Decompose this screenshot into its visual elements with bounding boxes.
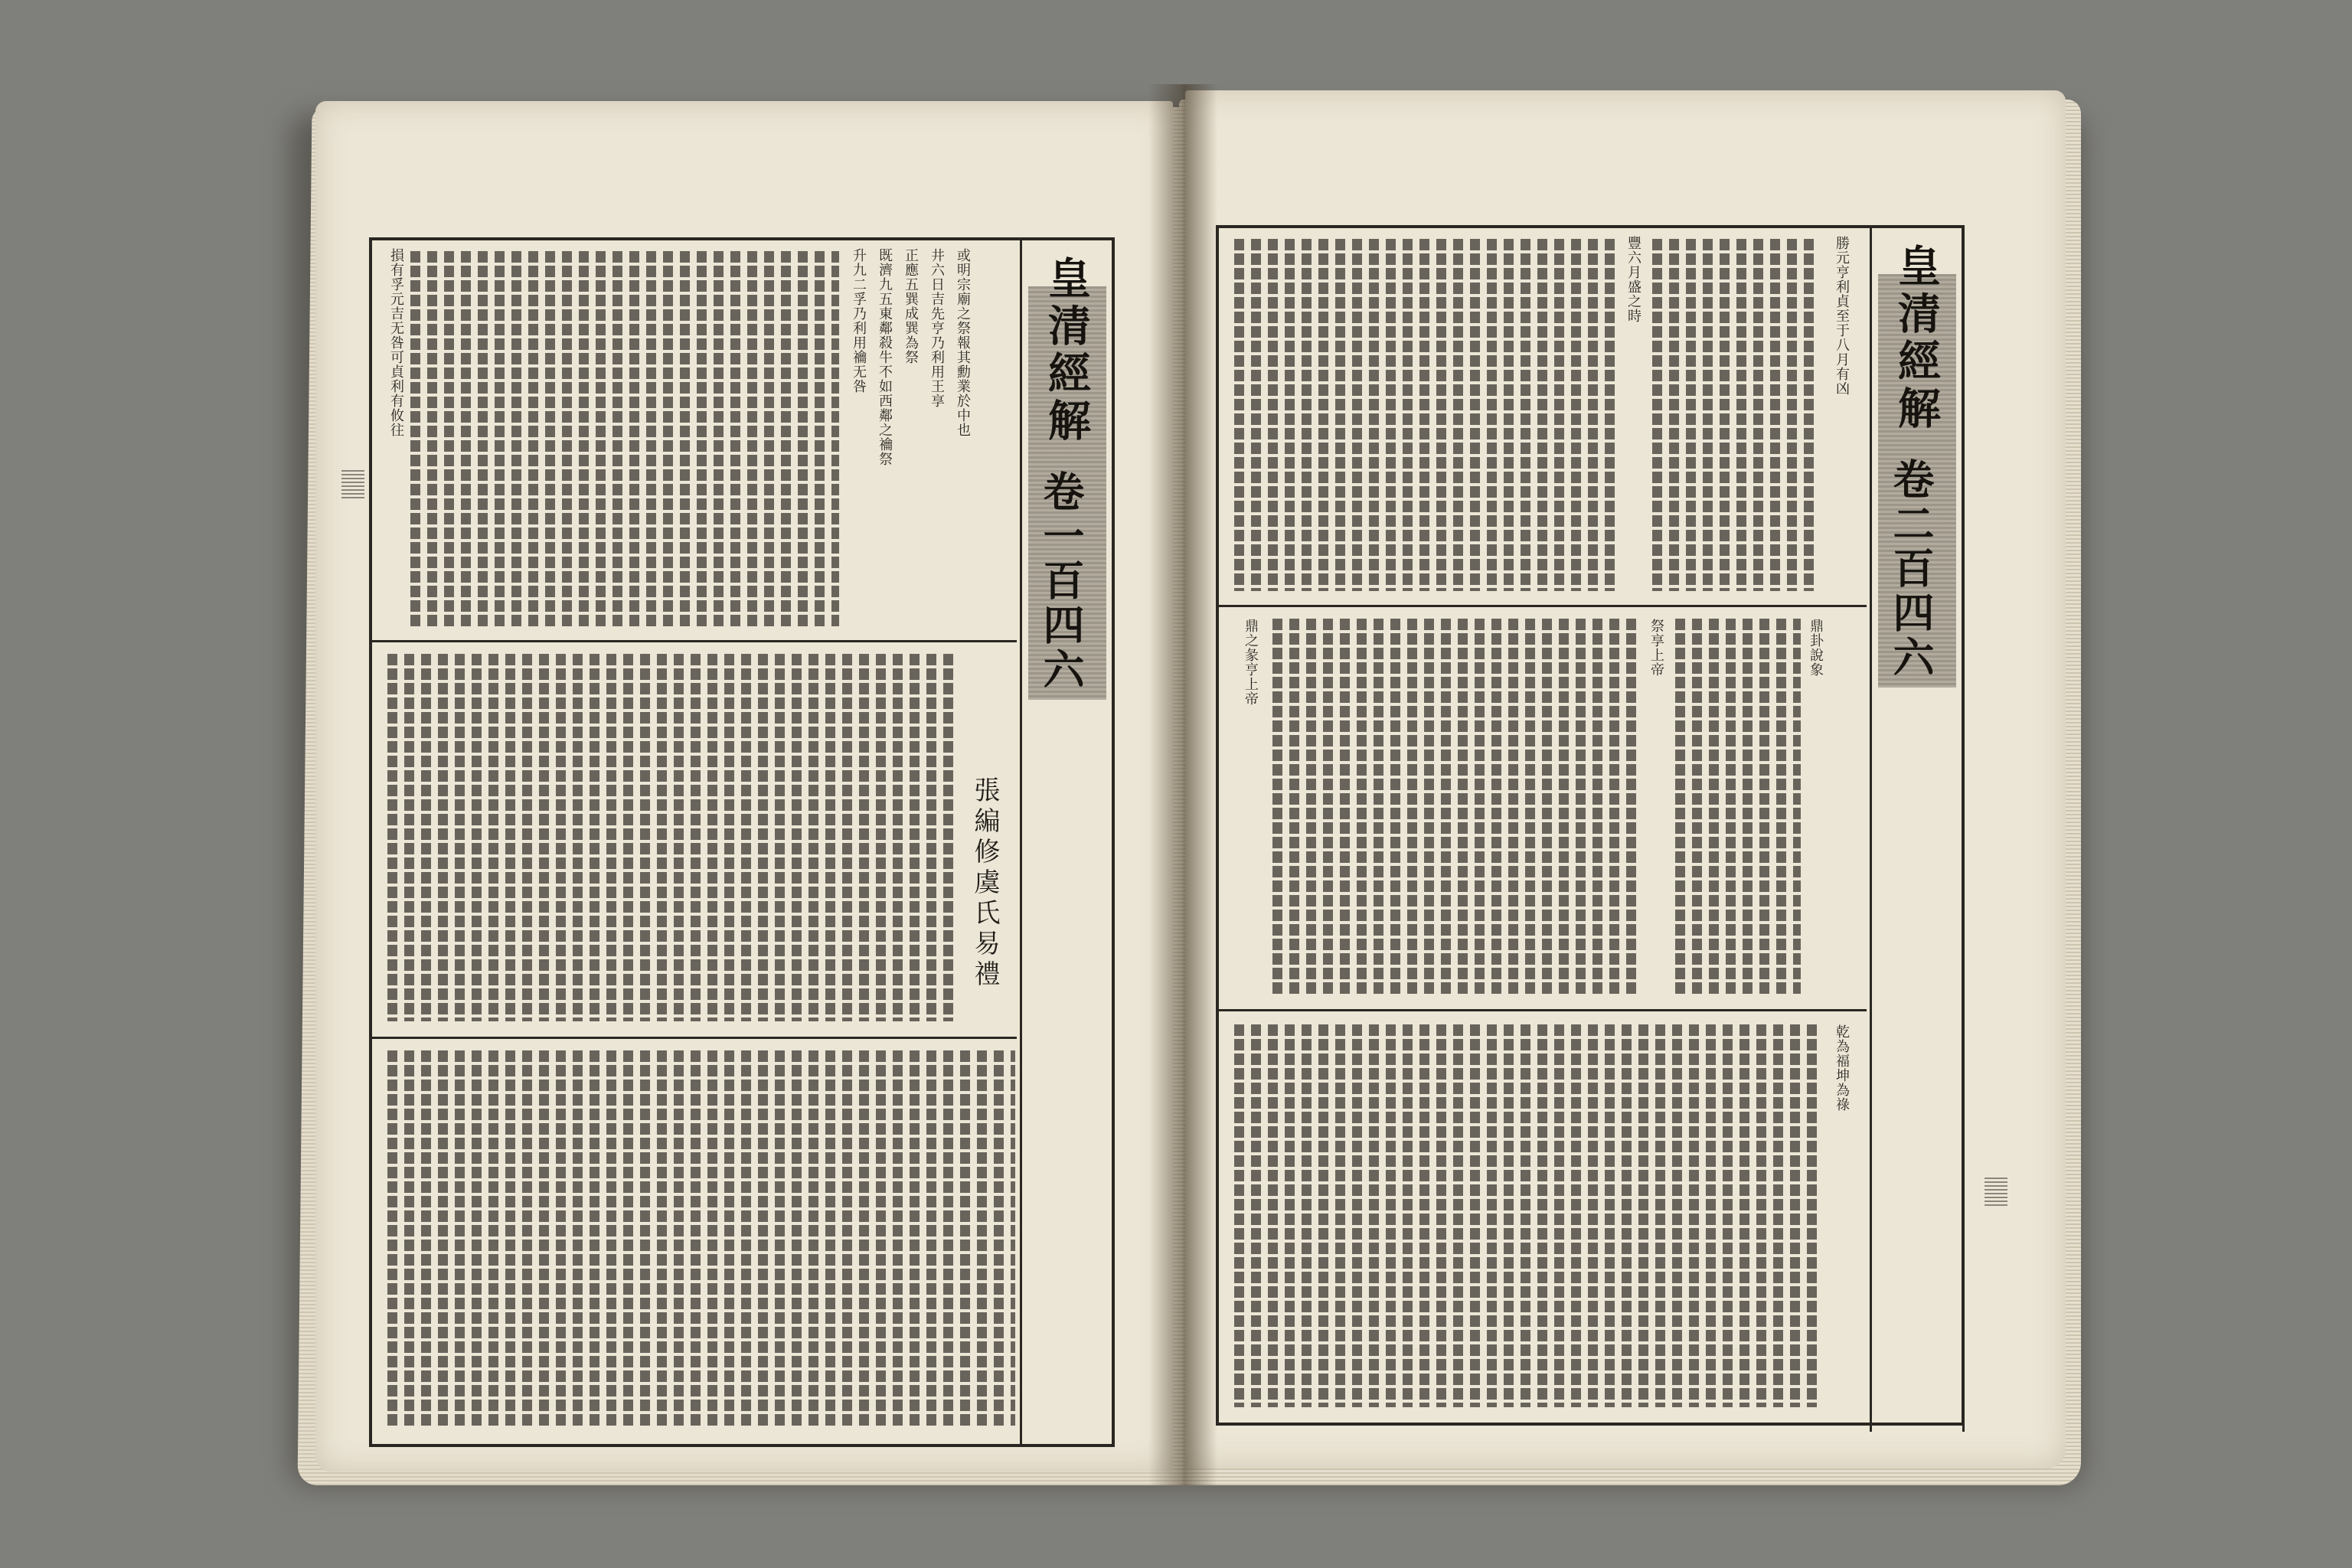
text-column: 損有孚元吉无咎可貞利有攸往 <box>388 248 404 437</box>
text-block <box>387 1050 1015 1426</box>
text-column: 鼎之彖亨上帝 <box>1243 619 1259 706</box>
fold-mark <box>341 470 364 501</box>
right-page-frame <box>1216 225 1965 1426</box>
row-divider <box>1219 605 1867 607</box>
text-column: 井六日吉先亨乃利用王享 <box>929 248 945 408</box>
text-block <box>1234 239 1617 591</box>
author-line: 張編修虞氏易禮 <box>969 776 1000 991</box>
text-column: 勝元亨利貞至于八月有凶 <box>1834 236 1850 396</box>
book-title: 皇清經解 <box>1041 256 1092 446</box>
left-title-strip <box>1020 240 1115 1444</box>
row-divider <box>372 1037 1017 1039</box>
text-column: 或明宗廟之祭報其勳業於中也 <box>955 248 971 437</box>
text-column: 豐六月盛之時 <box>1625 236 1642 323</box>
left-page-frame <box>369 237 1115 1447</box>
volume-number: 卷二百四六 <box>1886 458 1936 680</box>
text-block <box>1234 1024 1824 1407</box>
fold-mark <box>1984 1178 2007 1208</box>
text-column: 升九二孚乃利用禴无咎 <box>851 248 867 394</box>
left-page <box>315 101 1173 1472</box>
text-column: 正應五巽成巽為祭 <box>903 248 919 364</box>
book-title: 皇清經解 <box>1891 243 1942 433</box>
text-column: 乾為福坤為祿 <box>1834 1024 1850 1112</box>
text-block <box>1272 619 1640 994</box>
text-column: 祭享上帝 <box>1648 619 1664 677</box>
text-column: 既濟九五東鄰殺牛不如西鄰之禴祭 <box>877 248 893 466</box>
book-gutter <box>1148 84 1217 1485</box>
right-title-strip <box>1870 228 1965 1432</box>
text-column: 鼎卦說象 <box>1808 619 1824 677</box>
text-block <box>1675 619 1801 994</box>
volume-number: 卷一百四六 <box>1037 470 1086 692</box>
row-divider <box>372 640 1017 642</box>
row-divider <box>1219 1009 1867 1011</box>
text-block <box>410 251 839 626</box>
text-block <box>387 654 954 1021</box>
text-block <box>1652 239 1821 591</box>
right-page <box>1185 90 2066 1468</box>
